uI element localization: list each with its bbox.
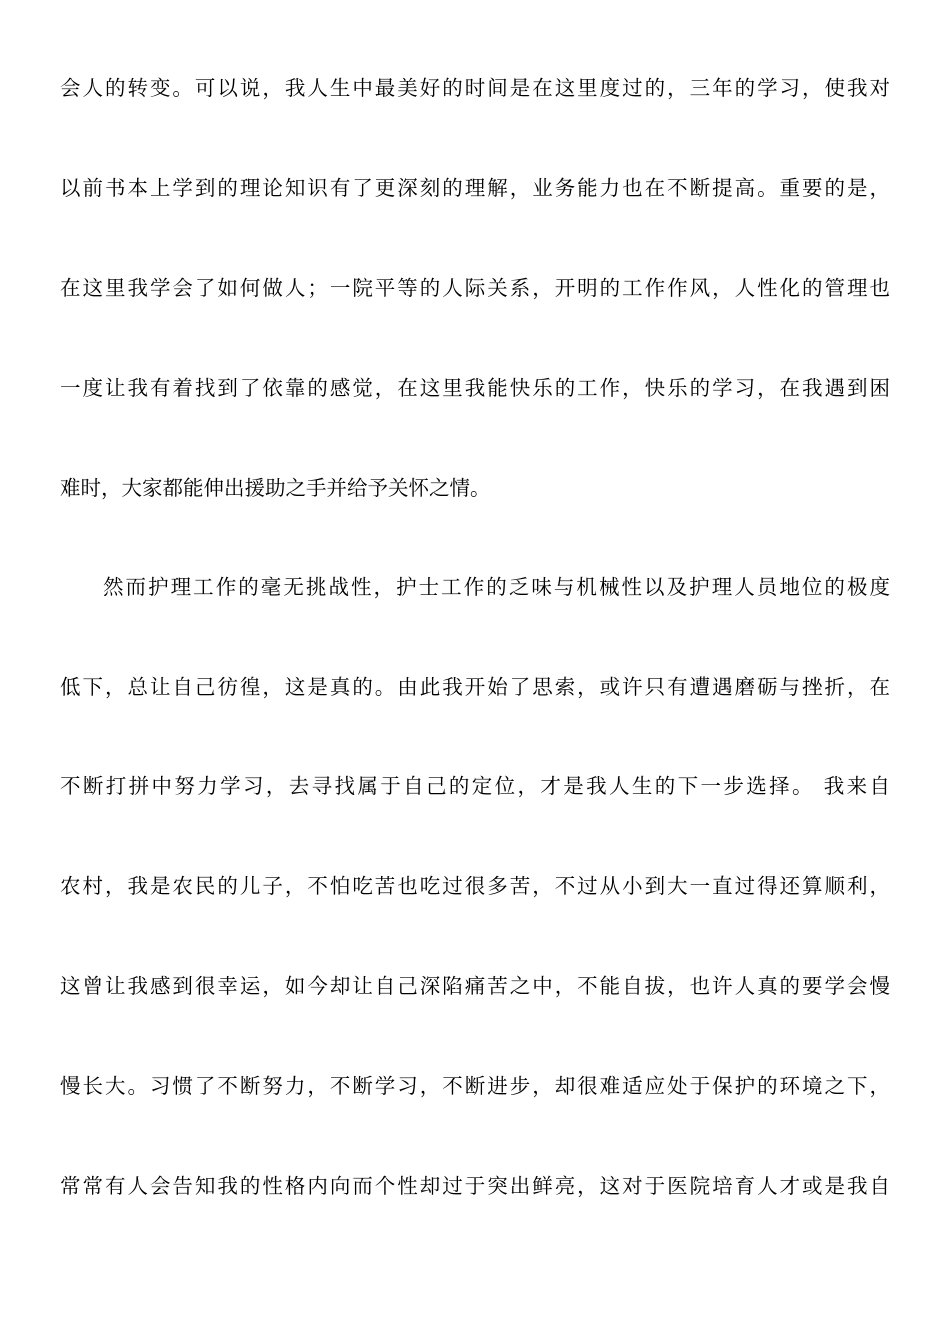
text-line-9: 农村，我是农民的儿子，不怕吃苦也吃过很多苦，不过从小到大一直过得还算顺利， <box>60 874 890 898</box>
text-line-5: 难时，大家都能伸出援助之手并给予关怀之情。 <box>60 476 491 500</box>
text-line-11: 慢长大。习惯了不断努力，不断学习，不断进步，却很难适应处于保护的环境之下， <box>60 1074 890 1098</box>
text-line-1: 会人的转变。可以说，我人生中最美好的时间是在这里度过的，三年的学习，使我对 <box>60 76 890 100</box>
text-line-3: 在这里我学会了如何做人；一院平等的人际关系，开明的工作作风，人性化的管理也 <box>60 276 890 300</box>
text-line-8: 不断打拼中努力学习，去寻找属于自己的定位，才是我人生的下一步选择。 我来自 <box>60 774 890 798</box>
text-line-4: 一度让我有着找到了依靠的感觉，在这里我能快乐的工作，快乐的学习，在我遇到困 <box>60 376 890 400</box>
text-line-6: 然而护理工作的毫无挑战性，护士工作的乏味与机械性以及护理人员地位的极度 <box>103 575 890 599</box>
text-line-2: 以前书本上学到的理论知识有了更深刻的理解，业务能力也在不断提高。重要的是， <box>60 176 890 200</box>
text-line-7: 低下，总让自己彷徨，这是真的。由此我开始了思索，或许只有遭遇磨砺与挫折，在 <box>60 675 890 699</box>
text-line-12: 常常有人会告知我的性格内向而个性却过于突出鲜亮，这对于医院培育人才或是我自 <box>60 1174 890 1198</box>
text-line-10: 这曾让我感到很幸运，如今却让自己深陷痛苦之中，不能自拔，也许人真的要学会慢 <box>60 974 890 998</box>
